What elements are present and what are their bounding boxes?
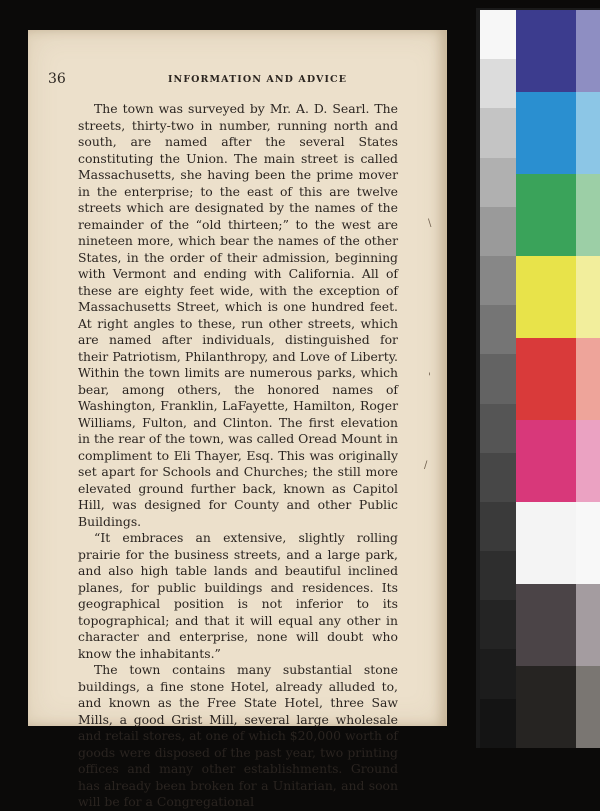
tint-swatch xyxy=(576,420,600,502)
color-swatch xyxy=(516,502,576,584)
paragraph-town-survey: The town was surveyed by Mr. A. D. Searl. The streets, thirty-two in number, running north and south, are named after the several States constituting the Union. The main street is called Massachusetts, she having been the prime mover in the enterprise; to the east of this are twelve streets which are designated by the names of the remainder of the “old thirteen;” to the west are nineteen more, which bear the names of the other States, in the order of their admission, beginning with Vermont and ending with California. All of these are eighty feet wide, with the exception of Massachusetts Street, which is one hundred feet. At right angles to these, run other streets, which are named after individuals, distinguished for their Patriotism, Philanthropy, and Love of Liberty. Within the town limits are numerous parks, which bear, among others, the honored names of Washington, Franklin, LaFayette, Hamilton, Roger Williams, Fulton, and Clinton. The first elevation in the rear of the town, was called Oread Mount in compliment to Eli Thayer, Esq. This was originally set apart for Schools and Churches; the still more elevated ground further back, known as Capitol Hill, was designed for County and other Public Buildings. xyxy=(78,101,398,529)
gray-swatch xyxy=(480,699,516,748)
color-swatch xyxy=(516,256,576,338)
color-swatch xyxy=(516,420,576,502)
gray-scale-strip xyxy=(480,10,516,748)
color-swatch xyxy=(516,92,576,174)
tint-swatch xyxy=(576,584,600,666)
color-swatch xyxy=(516,174,576,256)
page-number: 36 xyxy=(48,71,66,87)
body-text xyxy=(78,101,398,811)
color-swatch xyxy=(516,10,576,92)
color-swatch xyxy=(516,666,576,748)
gray-swatch xyxy=(480,551,516,600)
gray-swatch xyxy=(480,207,516,256)
gray-swatch xyxy=(480,256,516,305)
margin-mark: ' xyxy=(428,372,431,383)
gray-swatch xyxy=(480,354,516,403)
color-swatch xyxy=(516,584,576,666)
running-head: INFORMATION AND ADVICE xyxy=(168,74,348,85)
gray-swatch xyxy=(480,305,516,354)
color-swatch xyxy=(516,338,576,420)
tint-swatch xyxy=(576,502,600,584)
gray-swatch xyxy=(480,59,516,108)
color-patch-strip xyxy=(516,10,600,748)
gray-swatch xyxy=(480,404,516,453)
gray-swatch xyxy=(480,502,516,551)
gray-swatch xyxy=(480,10,516,59)
tint-swatch xyxy=(576,338,600,420)
tint-swatch xyxy=(576,256,600,338)
gray-swatch xyxy=(480,649,516,698)
gray-swatch xyxy=(480,158,516,207)
tint-swatch xyxy=(576,92,600,174)
paragraph-quotation: “It embraces an extensive, slightly rolling prairie for the business streets, and a large park, and also high table lands and beautiful inclined planes, for public buildings and residences. Its geographical position is not inferior to its topographical; and that it will equal any other in character and enterprise, none will doubt who know the inhabitants.” xyxy=(78,530,398,661)
page-header xyxy=(48,71,398,89)
tint-swatch xyxy=(576,174,600,256)
gray-swatch xyxy=(480,453,516,502)
margin-mark: / xyxy=(424,460,428,471)
tint-swatch xyxy=(576,10,600,92)
paragraph-buildings: The town contains many substantial stone buildings, a fine stone Hotel, already alluded to, and known as the Free State Hotel, three Saw Mills, a good Grist Mill, several large wholesale and retail stores, at one of which $20,000 worth of goods were disposed of the past year, two printing offices and many other establishments. Ground has already been broken for a Unitarian, and soon will be for a Congregational xyxy=(78,662,398,809)
gray-swatch xyxy=(480,600,516,649)
tint-swatch xyxy=(576,666,600,748)
margin-mark: \ xyxy=(428,218,432,229)
gray-swatch xyxy=(480,108,516,157)
